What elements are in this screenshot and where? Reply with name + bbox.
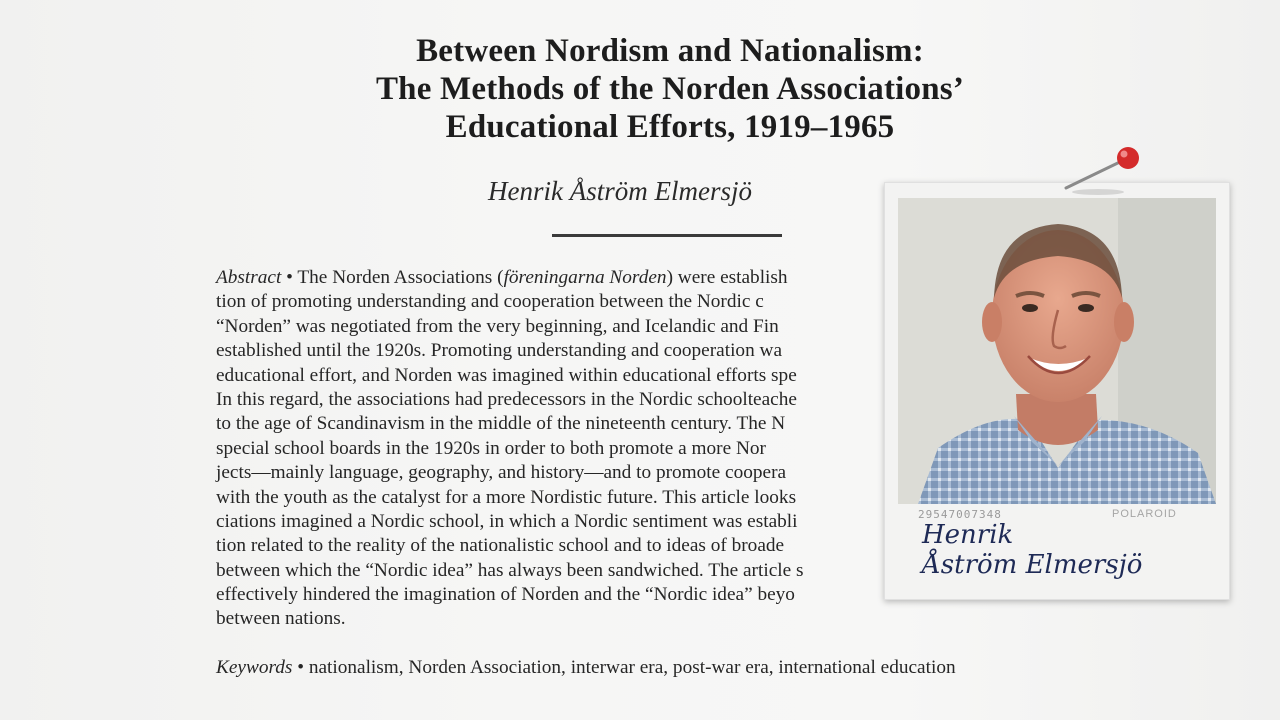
abstract-line: established until the 1920s. Promoting understanding and cooperation wa xyxy=(216,340,783,362)
title-line-1: Between Nordism and Nationalism: xyxy=(416,33,924,69)
abstract-line: jects—mainly language, geography, and history—and to promote coopera xyxy=(216,462,787,484)
abstract-line: “Norden” was negotiated from the very beginning, and Icelandic and Fin xyxy=(216,315,779,337)
caption-line-1: Henrik xyxy=(922,520,1014,550)
polaroid-card xyxy=(884,182,1230,600)
keywords-text: • nationalism, Norden Association, interwar era, post-war era, international education xyxy=(297,657,956,678)
film-brand: POLAROID xyxy=(1112,508,1177,520)
author-portrait xyxy=(898,198,1216,504)
abstract-line: In this regard, the associations had predecessors in the Nordic schoolteache xyxy=(216,388,797,410)
abstract-line: tion related to the reality of the nationalistic school and to ideas of broade xyxy=(216,535,785,557)
title-line-2: The Methods of the Norden Associations’ xyxy=(375,71,965,107)
abstract-line: tion of promoting understanding and cooperation between the Nordic c xyxy=(216,291,764,313)
film-serial: 29547007348 xyxy=(918,508,1002,521)
abstract-line: educational effort, and Norden was imagined within educational efforts spe xyxy=(216,364,797,386)
abstract-line: ciations imagined a Nordic school, in which a Nordic sentiment was establi xyxy=(216,510,798,532)
title-line-3: Educational Efforts, 1919–1965 xyxy=(445,109,895,145)
abstract-line: effectively hindered the imagination of Norden and the “Nordic idea” beyo xyxy=(216,584,795,606)
abstract-line: Abstract • The Norden Associations (föreningarna Norden) were establish xyxy=(216,267,788,288)
abstract-line: special school boards in the 1920s in order to both promote a more Nor xyxy=(216,437,766,459)
abstract-line: to the age of Scandinavism in the middle of the nineteenth century. The N xyxy=(216,413,786,435)
keywords-line xyxy=(216,657,1116,679)
title-divider xyxy=(552,234,782,237)
abstract-line: with the youth as the catalyst for a more Nordistic future. This article looks xyxy=(216,486,797,508)
abstract-line: between nations. xyxy=(216,608,346,630)
keywords-label: Keywords xyxy=(216,657,293,678)
caption-line-2: Åström Elmersjö xyxy=(922,550,1143,580)
paper-author: Henrik Åström Elmersjö xyxy=(488,176,752,206)
abstract-label: Abstract xyxy=(216,267,282,288)
abstract-line: between which the “Nordic idea” has always been sandwiched. The article s xyxy=(216,559,804,581)
portrait-illustration xyxy=(898,198,1216,504)
handwritten-caption xyxy=(922,520,1222,580)
pushpin-icon xyxy=(1058,140,1148,200)
paper-title xyxy=(300,32,1040,146)
